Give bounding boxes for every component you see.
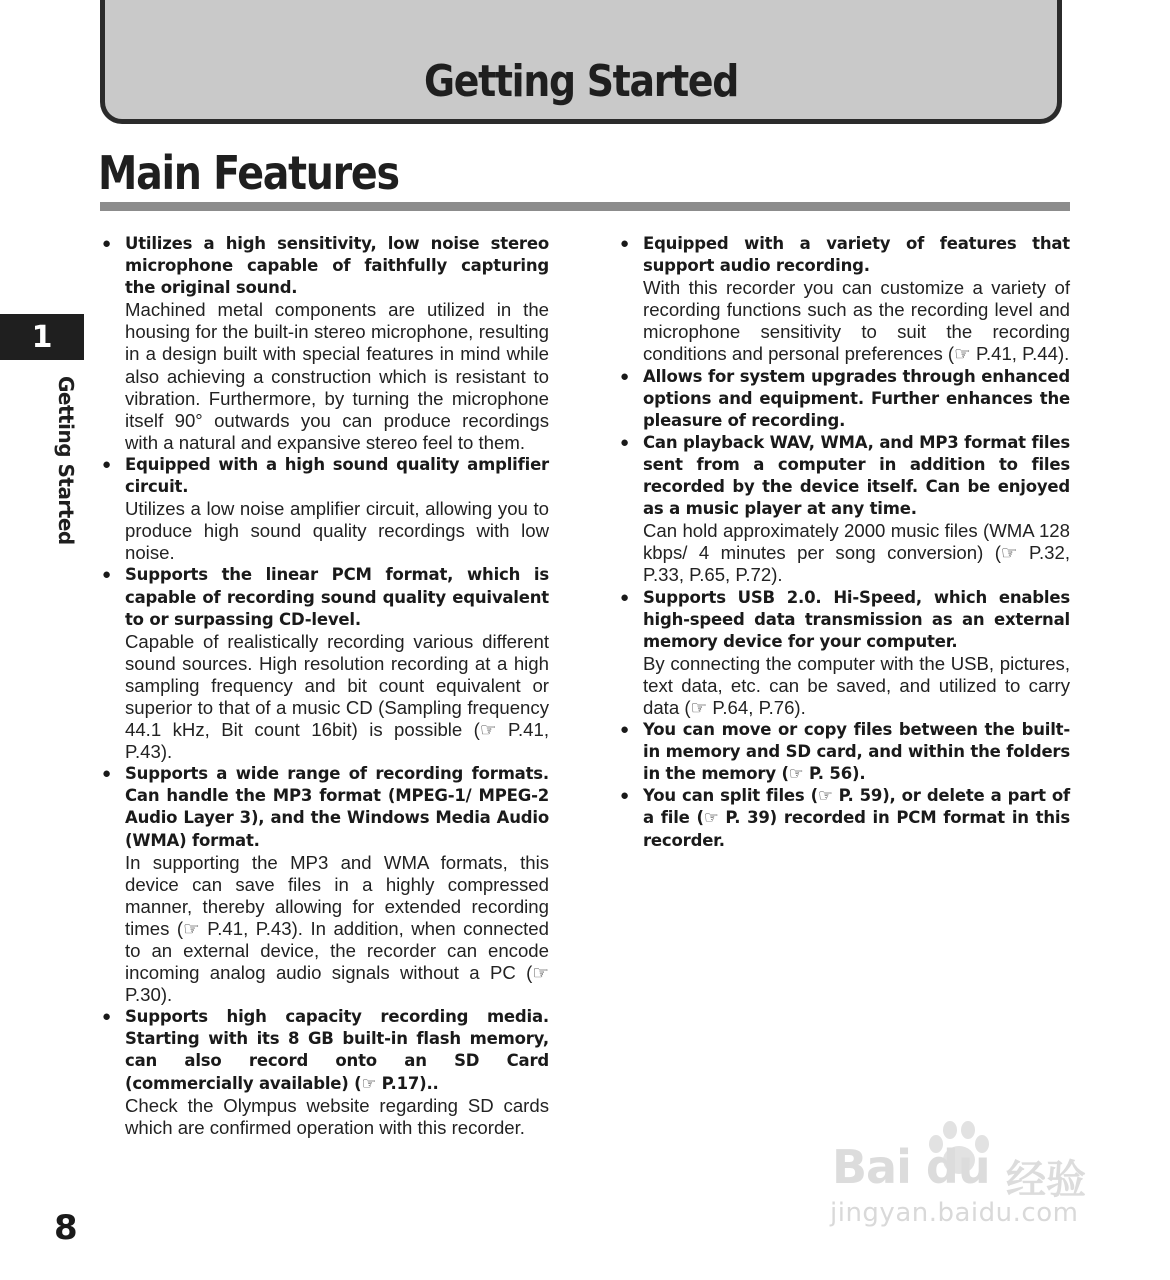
feature-item	[620, 719, 1070, 785]
feature-description: Check the Olympus website regarding SD cards which are confirmed operation with this recorder.	[125, 1094, 549, 1138]
feature-title: Can playback WAV, WMA, and MP3 format files sent from a computer in addition to files recorded by the device itself. Can be enjoyed as a music player at any time.	[643, 432, 1070, 519]
watermark-url: jingyan.baidu.com	[830, 1198, 1079, 1228]
watermark-logo: Bai du	[832, 1140, 990, 1194]
feature-description: Machined metal components are utilized in the housing for the built-in stereo microphone, resulting in a design built with special features in mind while also achieving a construction which is resistant to vibration. Furthermore, by turning the microphone itself 90° outwards you can produce recordings with a natural and expansive stereo feel to them.	[125, 299, 549, 453]
feature-item	[620, 366, 1070, 432]
chapter-number-tab: 1	[0, 314, 84, 360]
chapter-side-label: Getting Started	[54, 376, 78, 545]
feature-item	[620, 233, 1070, 366]
feature-title: Supports the linear PCM format, which is capable of recording sound quality equivalent to or surpassing CD-level.	[125, 565, 549, 629]
feature-title: You can move or copy files between the built-in memory and SD card, and within the folders in the memory (☞ P. 56).	[643, 720, 1070, 784]
section-divider	[100, 202, 1070, 211]
feature-title: Utilizes a high sensitivity, low noise stereo microphone capable of faithfully capturing the original sound.	[125, 234, 549, 298]
feature-title: Equipped with a high sound quality amplifier circuit.	[125, 454, 549, 497]
feature-title: Supports USB 2.0. Hi-Speed, which enables high-speed data transmission as an external memory device for your computer.	[643, 587, 1070, 651]
feature-description: In supporting the MP3 and WMA formats, this device can save files in a highly compressed manner, thereby allowing for extended recording times (☞ P.41, P.43). In addition, when connected to an external device, the recorder can encode incoming analog audio signals without a PC (☞ P.30).	[125, 851, 549, 1006]
feature-title: Allows for system upgrades through enhanced options and equipment. Further enhances the pleasure of recording.	[643, 366, 1070, 430]
feature-item	[102, 1006, 549, 1139]
left-feature-column	[102, 233, 549, 1139]
chapter-header	[100, 0, 1062, 124]
bullet-icon: ●	[620, 235, 630, 252]
bullet-icon: ●	[102, 1008, 112, 1026]
bullet-icon: ●	[620, 588, 630, 606]
bullet-icon: ●	[620, 367, 630, 385]
feature-item	[620, 432, 1070, 587]
feature-title: Supports high capacity recording media. Starting with its 8 GB built-in flash memory, can also record onto an SD Card (commercially available) (☞ P.17)..	[125, 1007, 549, 1093]
baidu-watermark	[828, 1132, 1100, 1236]
bullet-icon: ●	[102, 566, 112, 584]
feature-title: You can split files (☞ P. 59), or delete a part of a file (☞ P. 39) recorded in PCM format in this recorder.	[643, 786, 1070, 850]
feature-description: Can hold approximately 2000 music files (WMA 128 kbps/ 4 minutes per song conversion) (☞ P.32, P.33, P.65, P.72).	[643, 520, 1070, 586]
bullet-icon: ●	[620, 787, 630, 805]
feature-item	[620, 587, 1070, 720]
right-feature-column	[620, 233, 1070, 852]
bullet-icon: ●	[102, 235, 112, 252]
feature-item	[102, 763, 549, 1006]
feature-description: Utilizes a low noise amplifier circuit, allowing you to produce high sound quality recordings with low noise.	[125, 498, 549, 564]
feature-description: Capable of realistically recording various different sound sources. High resolution recording at a high sampling frequency and bit count equivalent or superior to that of a music CD (Sampling frequency 44.1 kHz, Bit count 16bit) is possible (☞ P.41, P.43).	[125, 630, 549, 763]
chapter-title: Getting Started	[423, 56, 739, 107]
feature-item	[102, 233, 549, 454]
feature-item	[102, 454, 549, 564]
feature-item	[620, 785, 1070, 851]
feature-title: Supports a wide range of recording formats. Can handle the MP3 format (MPEG-1/ MPEG-2 Audio Layer 3), and the Windows Media Audio (WMA) format.	[125, 764, 549, 850]
bullet-icon: ●	[620, 433, 630, 451]
bullet-icon: ●	[620, 721, 630, 739]
feature-title: Equipped with a variety of features that support audio recording.	[643, 234, 1070, 276]
feature-description: With this recorder you can customize a variety of recording functions such as the recording level and microphone sensitivity to suit the recording conditions and personal preferences (☞ P.41, P.44).	[643, 277, 1070, 365]
watermark-chinese-text: 经验	[1006, 1157, 1086, 1203]
bullet-icon: ●	[102, 455, 112, 473]
feature-description: By connecting the computer with the USB, pictures, text data, etc. can be saved, and utilized to carry data (☞ P.64, P.76).	[643, 652, 1070, 718]
page-number: 8	[54, 1208, 78, 1248]
feature-item	[102, 564, 549, 763]
section-title: Main Features	[98, 146, 399, 200]
bullet-icon: ●	[102, 765, 112, 783]
